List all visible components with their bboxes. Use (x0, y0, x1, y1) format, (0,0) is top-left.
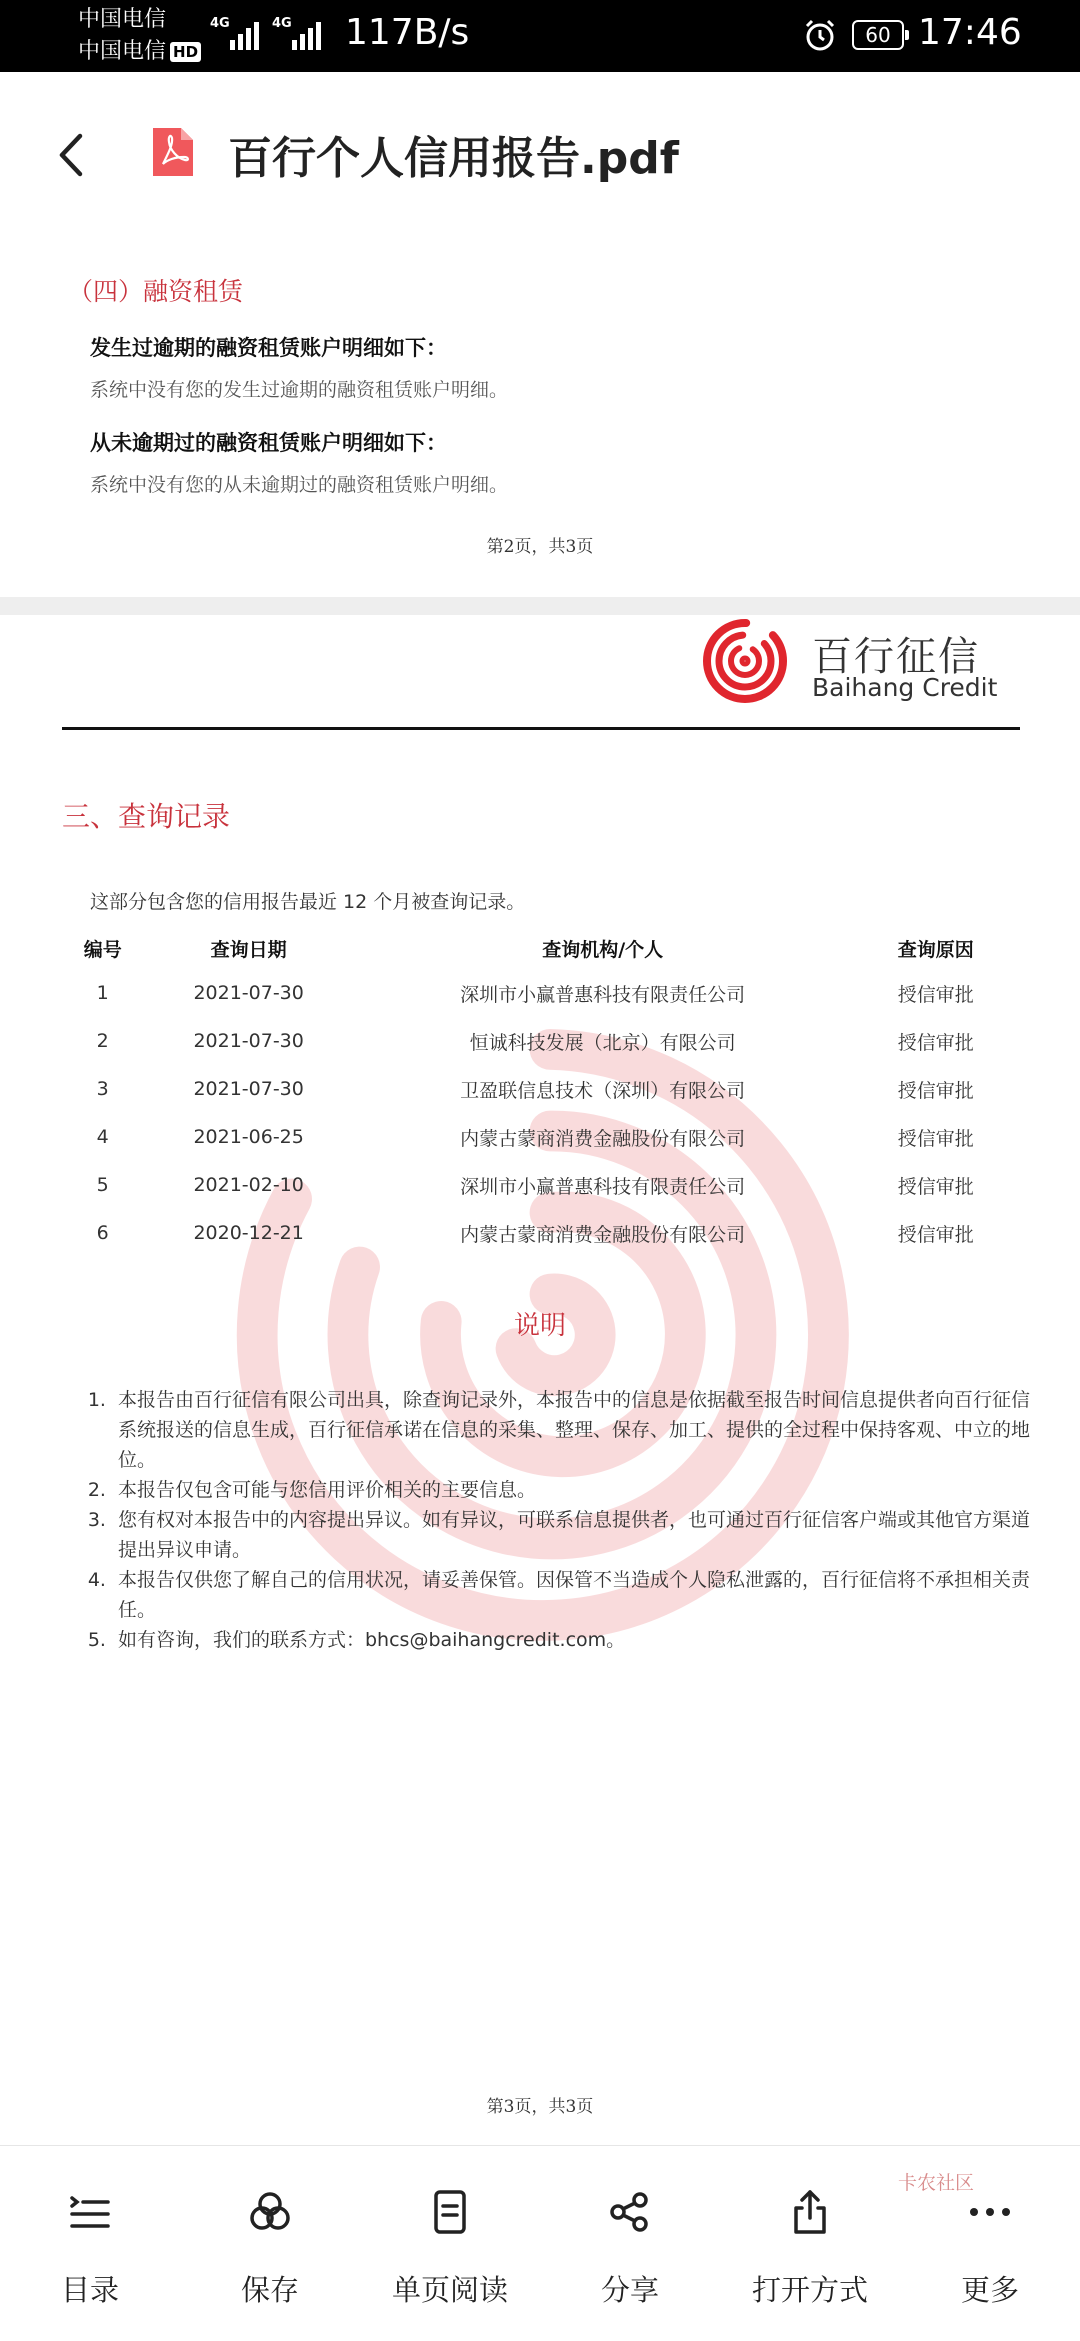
table-cell: 6 (96, 1222, 109, 1244)
table-cell: 2021-07-30 (193, 982, 304, 1004)
share-icon (606, 2188, 654, 2236)
table-cell: 5 (96, 1174, 109, 1196)
table-cell: 2 (96, 1030, 109, 1052)
toolbar-contents-button[interactable] (0, 2146, 180, 2341)
table-cell: 卫盈联信息技术（深圳）有限公司 (460, 1079, 746, 1102)
list-item: 1. 本报告由百行征信有限公司出具，除查询记录外，本报告中的信息是依据截至报告时间信息提供者向百行征信系统报送的信息生成，百行征信承诺在信息的采集、整理、保存、加工、提供的全过程中保持客观、中立的地位。 (112, 1385, 1042, 1475)
page-divider (0, 597, 1080, 615)
network-speed: 117B/s (345, 12, 470, 53)
table-row (62, 1209, 1020, 1257)
status-bar (0, 0, 1080, 72)
signal-bars-icon (292, 16, 321, 50)
list-item: 2. 本报告仅包含可能与您信用评价相关的主要信息。 (112, 1475, 1042, 1505)
list-icon (66, 2188, 114, 2236)
toolbar-label: 更多 (960, 2273, 1019, 2307)
table-cell: 授信审批 (897, 1223, 974, 1246)
network-type-2: 4G (272, 16, 292, 31)
notes-heading: 说明 (513, 1311, 566, 1341)
table-cell: 授信审批 (897, 1127, 974, 1150)
pdf-page-2 (0, 232, 1080, 597)
signal-bars-icon (230, 16, 259, 50)
pdf-page-3 (0, 615, 1080, 2145)
table-cell: 内蒙古蒙商消费金融股份有限公司 (460, 1223, 746, 1246)
table-cell: 2021-06-25 (193, 1126, 304, 1148)
table-row (62, 1017, 1020, 1065)
table-cell: 恒诚科技发展（北京）有限公司 (469, 1031, 736, 1054)
page-number: 第2页，共3页 (486, 537, 594, 557)
table-row (62, 1161, 1020, 1209)
list-item: 3. 您有权对本报告中的内容提出异议。如有异议，可联系信息提供者，也可通过百行征信客户端或其他官方渠道提出异议申请。 (112, 1505, 1042, 1565)
table-cell: 2021-07-30 (193, 1078, 304, 1100)
app-header (0, 72, 1080, 232)
section-intro: 这部分包含您的信用报告最近 12 个月被查询记录。 (90, 891, 526, 913)
toolbar-open-with-button[interactable] (720, 2146, 900, 2341)
table-cell: 深圳市小赢普惠科技有限责任公司 (460, 983, 746, 1006)
table-cell: 授信审批 (897, 1079, 974, 1102)
body-text: 系统中没有您的从未逾期过的融资租赁账户明细。 (90, 474, 509, 496)
column-header: 编号 (83, 938, 122, 961)
page-number: 第3页，共3页 (486, 2097, 594, 2117)
carrier-label-2: 中国电信 HD (78, 38, 201, 66)
document-title: 百行个人信用报告.pdf (228, 133, 679, 184)
column-header: 查询日期 (210, 938, 287, 961)
toolbar-save-button[interactable] (180, 2146, 360, 2341)
pdf-icon (151, 126, 195, 178)
logo-text-cn: 百行征信 (812, 634, 980, 680)
table-row (62, 1065, 1020, 1113)
battery-icon: 60 (852, 20, 904, 50)
list-item: 4. 本报告仅供您了解自己的信用状况，请妥善保管。因保管不当造成个人隐私泄露的，百行征信将不承担相关责任。 (112, 1565, 1042, 1625)
section-heading: （四）融资租赁 (68, 277, 244, 306)
carrier-label-1: 中国电信 (78, 7, 167, 32)
chevron-left-icon[interactable] (52, 130, 92, 180)
table-cell: 3 (96, 1078, 109, 1100)
subsection-heading: 从未逾期过的融资租赁账户明细如下： (90, 430, 447, 455)
section-heading: 三、查询记录 (62, 800, 231, 833)
subsection-heading: 发生过逾期的融资租赁账户明细如下： (90, 335, 447, 360)
table-cell: 内蒙古蒙商消费金融股份有限公司 (460, 1127, 746, 1150)
column-header: 查询机构/个人 (542, 938, 664, 961)
alarm-icon (803, 18, 837, 52)
clock: 17:46 (918, 12, 1022, 53)
header-rule (62, 727, 1020, 730)
toolbar-share-button[interactable] (540, 2146, 720, 2341)
hd-badge: HD (170, 42, 201, 62)
logo-text-en: Baihang Credit (812, 673, 998, 702)
toolbar-label: 打开方式 (751, 2273, 868, 2307)
table-cell: 2021-07-30 (193, 1030, 304, 1052)
toolbar-label: 分享 (600, 2273, 659, 2307)
table-row (62, 969, 1020, 1017)
open-with-icon (786, 2188, 834, 2236)
cloud-save-icon (246, 2188, 294, 2236)
body-text: 系统中没有您的发生过逾期的融资租赁账户明细。 (90, 379, 509, 401)
community-watermark: 卡农社区 (898, 2172, 975, 2194)
table-cell: 2021-02-10 (193, 1174, 304, 1196)
table-cell: 授信审批 (897, 983, 974, 1006)
toolbar-single-page-button[interactable] (360, 2146, 540, 2341)
table-header-row (62, 927, 1020, 969)
table-cell: 4 (96, 1126, 109, 1148)
toolbar-label: 保存 (240, 2273, 299, 2307)
table-cell: 2020-12-21 (193, 1222, 304, 1244)
network-type-1: 4G (210, 16, 230, 31)
table-row (62, 1113, 1020, 1161)
query-records-table (62, 927, 1020, 1257)
table-cell: 授信审批 (897, 1175, 974, 1198)
notes-list (90, 1385, 1042, 1655)
table-cell: 深圳市小赢普惠科技有限责任公司 (460, 1175, 746, 1198)
list-item: 5. 如有咨询，我们的联系方式：bhcs@baihangcredit.com。 (112, 1625, 1042, 1655)
table-cell: 1 (96, 982, 109, 1004)
more-icon (966, 2188, 1014, 2236)
toolbar-label: 目录 (60, 2273, 119, 2307)
column-header: 查询原因 (897, 938, 974, 961)
toolbar-label: 单页阅读 (391, 2273, 508, 2307)
page-icon (426, 2188, 474, 2236)
table-cell: 授信审批 (897, 1031, 974, 1054)
